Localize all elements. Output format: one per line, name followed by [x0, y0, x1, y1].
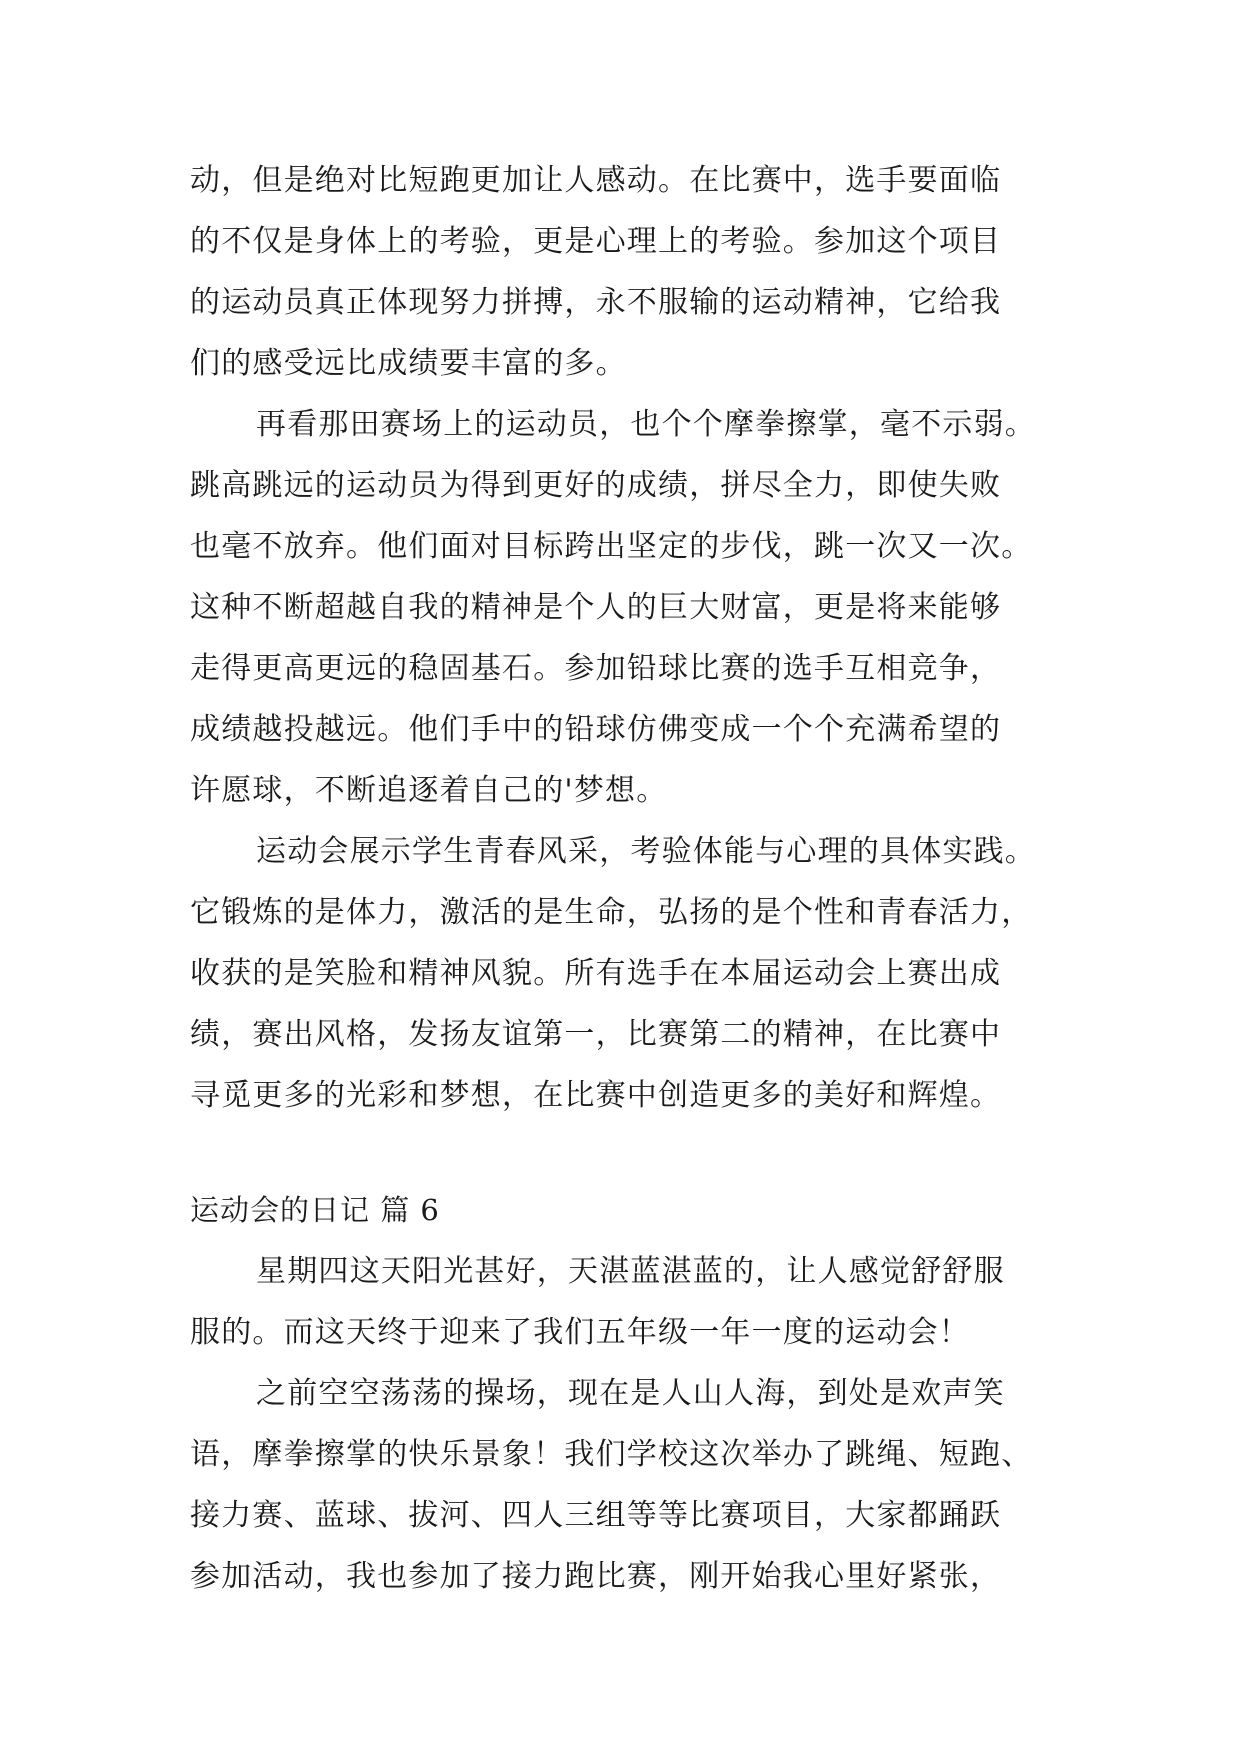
text-line: 这种不断超越自我的精神是个人的巨大财富，更是将来能够: [190, 590, 1002, 625]
text-line: 寻觅更多的光彩和梦想，在比赛中创造更多的美好和辉煌。: [190, 1078, 1002, 1113]
text-line: 星期四这天阳光甚好，天湛蓝湛蓝的，让人感觉舒舒服: [256, 1254, 1005, 1289]
text-line: 也毫不放弃。他们面对目标跨出坚定的步伐，跳一次又一次。: [190, 529, 1033, 564]
text-line: 的不仅是身体上的考验，更是心理上的考验。参加这个项目: [190, 224, 1002, 259]
document-page: [190, 150, 1060, 1607]
paragraph: [190, 1241, 1060, 1363]
text-line: 成绩越投越远。他们手中的铅球仿佛变成一个个充满希望的: [190, 712, 1002, 747]
text-line: 的运动员真正体现努力拼搏，永不服输的运动精神，它给我: [190, 285, 1002, 320]
text-line: 语，摩拳擦掌的快乐景象！我们学校这次举办了跳绳、短跑、: [190, 1437, 1033, 1472]
paragraph: [190, 1363, 1060, 1607]
text-line: 动，但是绝对比短跑更加让人感动。在比赛中，选手要面临: [190, 163, 1002, 198]
text-line: 运动会展示学生青春风采，考验体能与心理的具体实践。: [256, 834, 1036, 869]
text-line: 之前空空荡荡的操场，现在是人山人海，到处是欢声笑: [256, 1376, 1005, 1411]
text-line: 们的感受远比成绩要丰富的多。: [190, 346, 627, 381]
text-line: 跳高跳远的运动员为得到更好的成绩，拼尽全力，即使失败: [190, 468, 1002, 503]
section-heading: 运动会的日记 篇 6: [190, 1193, 440, 1227]
text-line: 收获的是笑脸和精神风貌。所有选手在本届运动会上赛出成: [190, 956, 1002, 991]
text-line: 服的。而这天终于迎来了我们五年级一年一度的运动会！: [190, 1315, 970, 1350]
text-line: 再看那田赛场上的运动员，也个个摩拳擦掌，毫不示弱。: [256, 407, 1036, 442]
paragraph: [190, 150, 1060, 394]
text-line: 它锻炼的是体力，激活的是生命，弘扬的是个性和青春活力，: [190, 895, 1033, 930]
text-line: 走得更高更远的稳固基石。参加铅球比赛的选手互相竞争，: [190, 651, 1002, 686]
text-line: 绩，赛出风格，发扬友谊第一，比赛第二的精神，在比赛中: [190, 1017, 1002, 1052]
text-line: 接力赛、蓝球、拔河、四人三组等等比赛项目，大家都踊跃: [190, 1498, 1002, 1533]
paragraph: [190, 394, 1060, 821]
paragraph: [190, 821, 1060, 1126]
text-line: 许愿球，不断追逐着自己的'梦想。: [190, 773, 668, 808]
text-line: 参加活动，我也参加了接力跑比赛，刚开始我心里好紧张，: [190, 1559, 1002, 1594]
